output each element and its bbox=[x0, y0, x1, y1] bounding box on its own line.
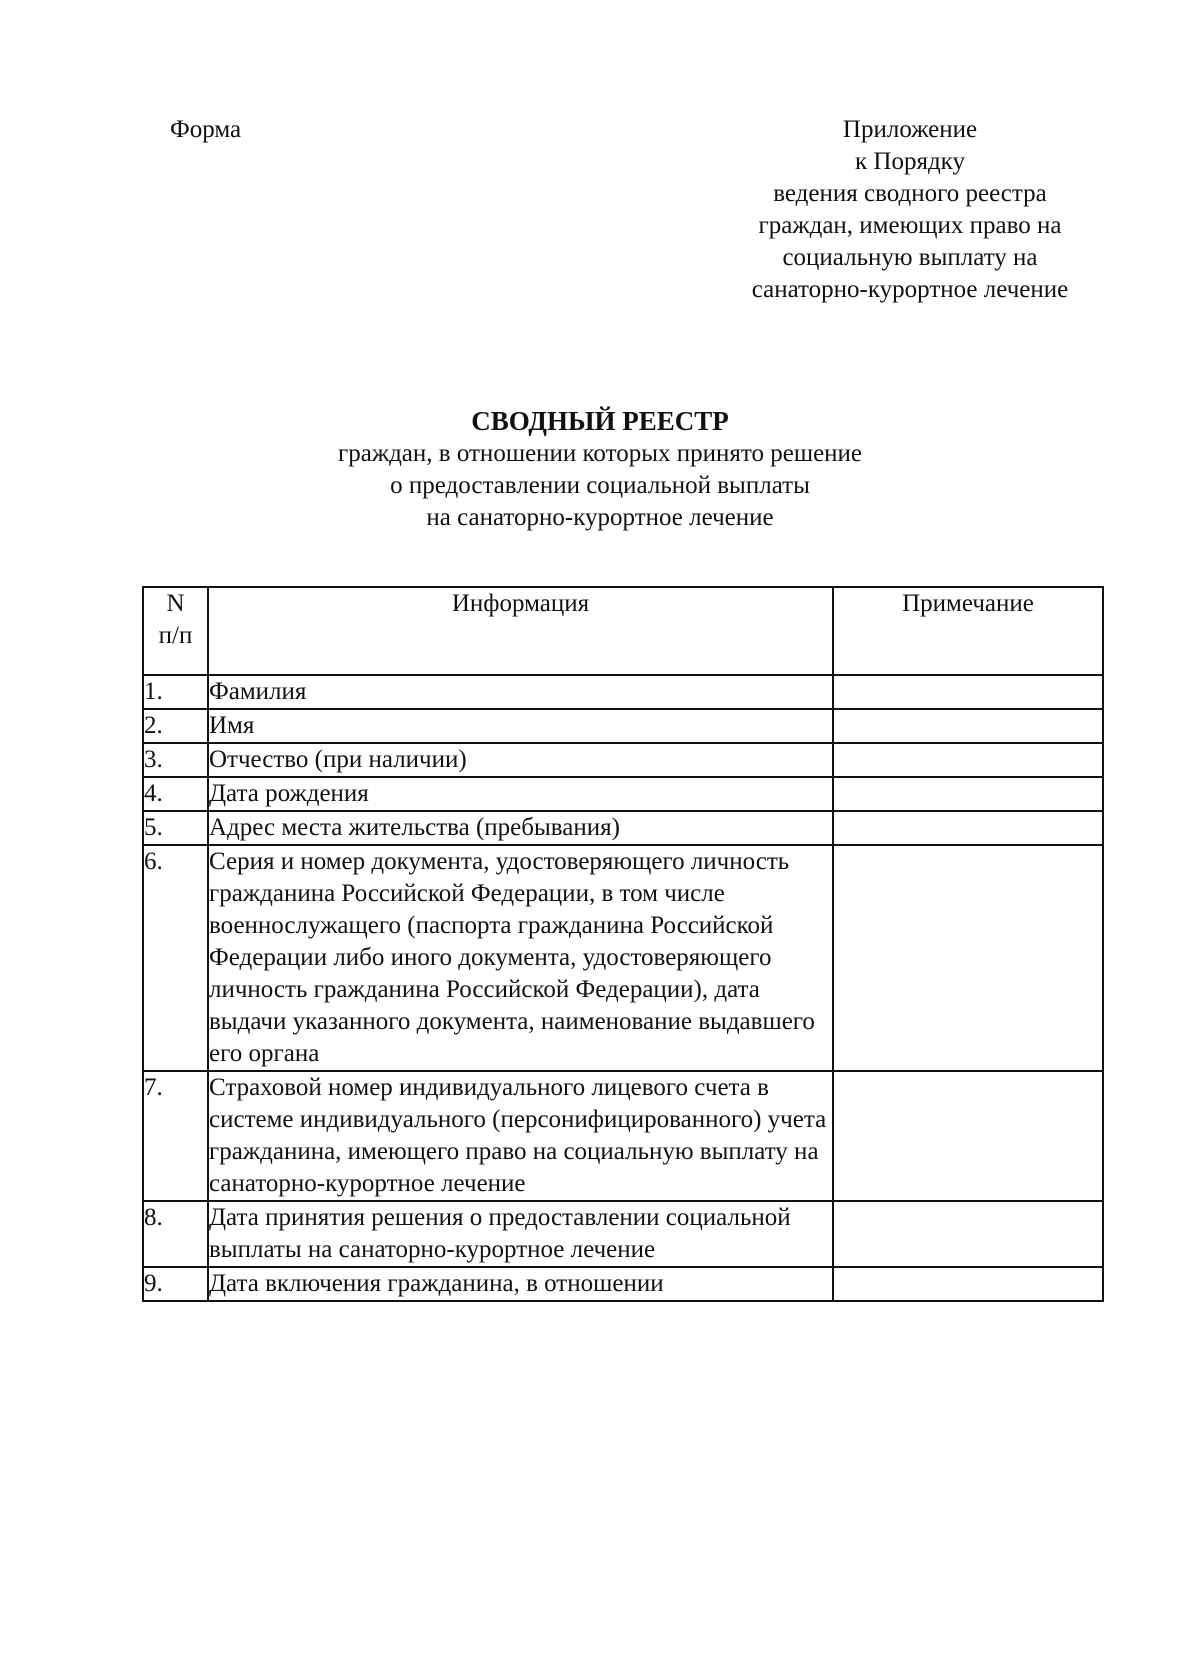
appendix-block bbox=[720, 114, 1100, 306]
table-row bbox=[143, 1267, 1103, 1301]
header-note: Примечание bbox=[833, 587, 1103, 675]
row-note bbox=[833, 811, 1103, 845]
table-row bbox=[143, 1201, 1103, 1267]
row-information: Отчество (при наличии) bbox=[208, 743, 833, 777]
row-number: 8. bbox=[143, 1201, 208, 1267]
header-number bbox=[143, 587, 208, 675]
table-row bbox=[143, 743, 1103, 777]
appendix-line: социальную выплату на bbox=[782, 244, 1038, 271]
appendix-line: санаторно-курортное лечение bbox=[751, 276, 1069, 303]
row-number: 3. bbox=[143, 743, 208, 777]
row-note bbox=[833, 777, 1103, 811]
table-row bbox=[143, 811, 1103, 845]
table-row bbox=[143, 709, 1103, 743]
row-note bbox=[833, 675, 1103, 709]
row-number: 9. bbox=[143, 1267, 208, 1301]
row-information: Адрес места жительства (пребывания) bbox=[208, 811, 833, 845]
registry-table bbox=[142, 586, 1104, 1302]
appendix-line: ведения сводного реестра bbox=[773, 180, 1047, 207]
appendix-line: граждан, имеющих право на bbox=[758, 212, 1062, 239]
row-information: Фамилия bbox=[208, 675, 833, 709]
row-number: 1. bbox=[143, 675, 208, 709]
header-information: Информация bbox=[208, 587, 833, 675]
appendix-line: Приложение bbox=[842, 116, 978, 143]
table-row bbox=[143, 1071, 1103, 1201]
appendix-line: к Порядку bbox=[855, 148, 965, 175]
document-subtitle-line: о предоставлении социальной выплаты bbox=[390, 472, 810, 499]
header-number-line: п/п bbox=[158, 622, 193, 649]
row-information: Страховой номер индивидуального лицевого счета в системе индивидуального (персонифицированного) учета гражданина, имеющего право на социальную выплату на санаторно-курортное лечение bbox=[208, 1071, 833, 1201]
document-title-block bbox=[0, 404, 1200, 534]
row-number: 6. bbox=[143, 845, 208, 1071]
row-information: Дата включения гражданина, в отношении bbox=[208, 1267, 833, 1301]
row-information: Имя bbox=[208, 709, 833, 743]
form-label: Форма bbox=[170, 116, 242, 143]
header-number-line: N bbox=[166, 590, 185, 617]
row-number: 7. bbox=[143, 1071, 208, 1201]
row-number: 2. bbox=[143, 709, 208, 743]
document-subtitle-line: граждан, в отношении которых принято решение bbox=[337, 440, 863, 467]
table-header-row bbox=[143, 587, 1103, 675]
row-note bbox=[833, 845, 1103, 1071]
document-subtitle-line: на санаторно-курортное лечение bbox=[426, 504, 774, 531]
row-information: Серия и номер документа, удостоверяющего личность гражданина Российской Федерации, в том числе военнослужащего (паспорта гражданина Российской Федерации либо иного документа, удостоверяющего личность гражданина Российской Федерации), дата выдачи указанного документа, наименование выдавшего его органа bbox=[208, 845, 833, 1071]
row-number: 5. bbox=[143, 811, 208, 845]
row-information: Дата рождения bbox=[208, 777, 833, 811]
row-note bbox=[833, 1071, 1103, 1201]
table-row bbox=[143, 675, 1103, 709]
row-note bbox=[833, 709, 1103, 743]
table-row bbox=[143, 777, 1103, 811]
row-note bbox=[833, 743, 1103, 777]
row-information: Дата принятия решения о предоставлении социальной выплаты на санаторно-курортное лечение bbox=[208, 1201, 833, 1267]
document-title: СВОДНЫЙ РЕЕСТР bbox=[471, 406, 729, 436]
row-note bbox=[833, 1201, 1103, 1267]
row-number: 4. bbox=[143, 777, 208, 811]
table-row bbox=[143, 845, 1103, 1071]
row-note bbox=[833, 1267, 1103, 1301]
